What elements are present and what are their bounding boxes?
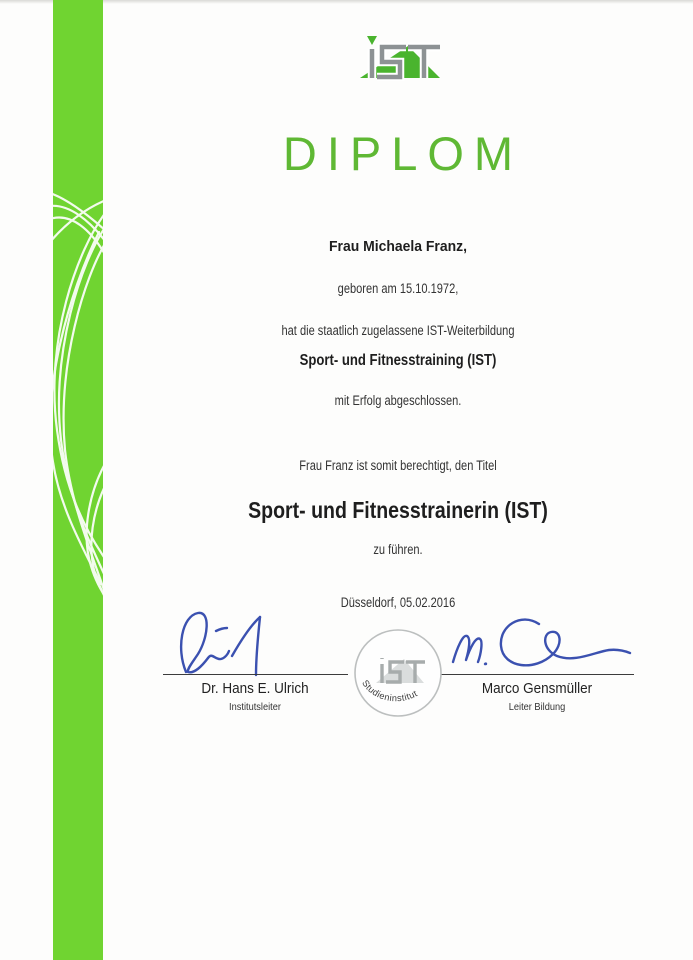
signer-block-left	[150, 680, 360, 713]
entitlement-line: Frau Franz ist somit berechtigt, den Titel	[299, 458, 497, 473]
institute-stamp	[352, 627, 444, 719]
course-name: Sport- und Fitnesstraining (IST)	[299, 352, 497, 369]
signer-role-right: Leiter Bildung	[508, 701, 566, 713]
signature-ink-marco-gensmueller	[443, 602, 643, 680]
ist-logo	[350, 33, 446, 81]
signer-name-right: Marco Gensmüller	[481, 680, 593, 697]
signer-role-left: Institutsleiter	[229, 701, 281, 713]
completion-line: mit Erfolg abgeschlossen.	[334, 393, 462, 408]
intro-line: hat die staatlich zugelassene IST-Weiterbildung	[281, 323, 515, 338]
signer-name-left: Dr. Hans E. Ulrich	[201, 680, 309, 697]
scan-edge-artifact	[0, 0, 693, 4]
stripe-swirls-decoration	[53, 0, 103, 960]
diploma-title: DIPLOM	[282, 127, 524, 180]
signature-line-right	[440, 674, 634, 675]
signature-line-left	[163, 674, 348, 675]
usage-line: zu führen.	[373, 542, 423, 557]
birth-date-line: geboren am 15.10.1972,	[337, 281, 459, 296]
stamp-text: Studieninstitut	[360, 678, 420, 704]
signer-block-right	[432, 680, 642, 713]
degree-title: Sport- und Fitnesstrainerin (IST)	[248, 497, 548, 523]
signature-ink-hans-ulrich	[158, 604, 308, 682]
place-date-line: Düsseldorf, 05.02.2016	[340, 595, 456, 610]
recipient-name: Frau Michaela Franz,	[329, 238, 467, 255]
ist-logo-i-dot	[367, 36, 377, 45]
green-stripe	[53, 0, 103, 960]
